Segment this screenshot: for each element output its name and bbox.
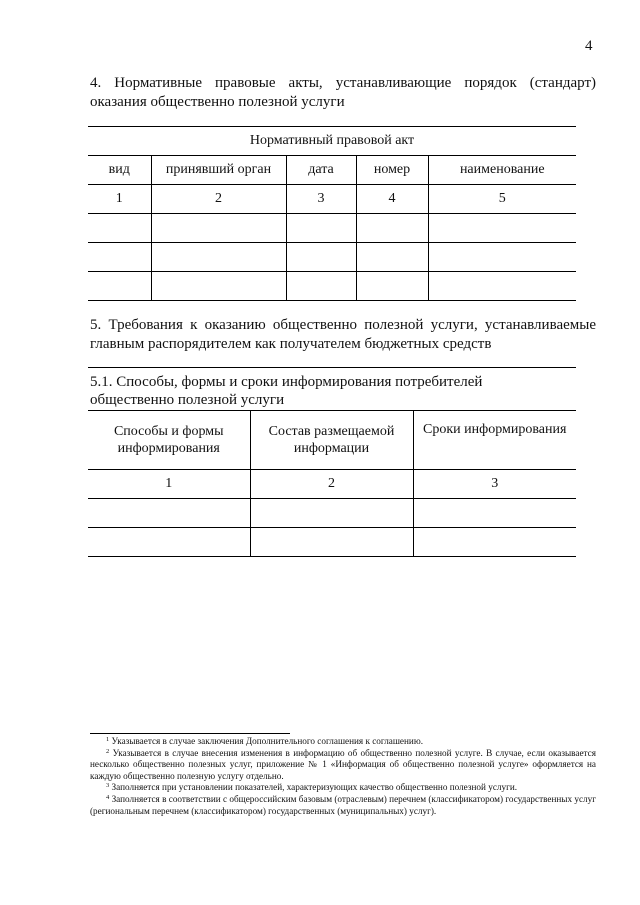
table-row [88,214,576,243]
table-row [88,272,576,301]
column-number-cell: 4 [356,185,428,214]
table-cell[interactable] [250,499,413,528]
footnote-marker: 1 [106,736,110,743]
table-cell[interactable] [88,272,151,301]
section-5-heading-line2: главным распорядителем как получателем бюджетных средств [90,336,492,352]
table-row [88,528,576,557]
footnote-marker: 3 [106,782,110,790]
table-cell[interactable] [88,214,151,243]
divider [88,367,576,368]
table-cell[interactable] [428,272,576,301]
normative-acts-table [88,126,576,301]
column-number-row [88,185,576,214]
section-5-heading-line1: 5. Требования к оказанию общественно полезной услуги, устанавливаемые [90,317,596,333]
header-cell-date: дата [286,156,356,185]
header-cell-methods [88,411,250,470]
table-cell[interactable] [286,214,356,243]
table-cell[interactable] [356,214,428,243]
column-number-cell: 2 [250,470,413,499]
section-4-heading [90,74,596,112]
table-cell[interactable] [151,243,286,272]
section-5-1-heading-line2: общественно полезной услуги [90,392,285,408]
section-5-1-heading-line1: 5.1. Способы, формы и сроки информирования потребителей [90,374,483,390]
footnote-separator [90,733,290,734]
section-5-heading [90,316,596,354]
page-number: 4 [585,38,593,54]
footnote-text: Указывается в случае внесения изменения в информацию об общественно полезной услуге. В случае, если оказывается несколько общественно полезных услуг, приложение № 1 «Информация об общественно полезной услуге» оформляется на каждую общественно полезную услугу отдельно. [90,747,596,781]
column-number-cell: 2 [151,185,286,214]
table-header-row [88,411,576,470]
footnote-text: Указывается в случае заключения Дополнительного соглашения к соглашению. [111,736,423,746]
footnote-marker: 4 [106,793,110,801]
column-number-cell: 3 [286,185,356,214]
header-cell-kind: вид [88,156,151,185]
header-cell-number: номер [356,156,428,185]
footnote-marker: 2 [106,747,110,755]
table-cell[interactable] [428,243,576,272]
footnote-text: Заполняется при установлении показателей, характеризующих качество общественно полезной услуги. [111,782,518,793]
column-number-cell: 5 [428,185,576,214]
section-5-1-heading [90,373,576,409]
header-cell-content [250,411,413,470]
table-cell[interactable] [88,243,151,272]
table-cell[interactable] [413,499,576,528]
footnote-1 [90,736,596,748]
table-title: Нормативный правовой акт [88,127,576,156]
table-row [88,499,576,528]
header-line: Способы и формы [113,424,224,439]
table-cell[interactable] [250,528,413,557]
header-line: Состав размещаемой [268,424,395,439]
column-number-cell: 1 [88,470,250,499]
table-cell[interactable] [356,272,428,301]
table-cell[interactable] [428,214,576,243]
column-number-row [88,470,576,499]
table-cell[interactable] [151,214,286,243]
header-line: Сроки информирования [423,422,567,437]
table-cell[interactable] [286,243,356,272]
footnote-3 [90,782,596,794]
header-cell-name: наименование [428,156,576,185]
header-cell-issuing-body: принявший орган [151,156,286,185]
table-cell[interactable] [88,528,250,557]
footnote-text: Заполняется в соответствии с общероссийским базовым (отраслевым) перечнем (классификатором) государственных услуг (региональным перечнем (классификатором) государственных (муниципальных) услуг). [90,793,597,816]
header-line: информации [293,441,370,456]
table-header-row [88,156,576,185]
table-row [88,243,576,272]
column-number-cell: 1 [88,185,151,214]
footnote-2 [90,748,596,783]
table-cell[interactable] [356,243,428,272]
table-cell[interactable] [413,528,576,557]
table-cell[interactable] [286,272,356,301]
footnotes [90,736,596,817]
section-4-heading-line1: 4. Нормативные правовые акты, устанавливающие порядок (стандарт) [90,75,596,91]
footnote-4 [90,794,596,817]
column-number-cell: 3 [413,470,576,499]
header-cell-timing [413,411,576,470]
table-cell[interactable] [151,272,286,301]
informing-methods-table [88,410,576,557]
table-cell[interactable] [88,499,250,528]
header-line: информирования [117,441,220,456]
section-4-heading-line2: оказания общественно полезной услуги [90,94,345,110]
